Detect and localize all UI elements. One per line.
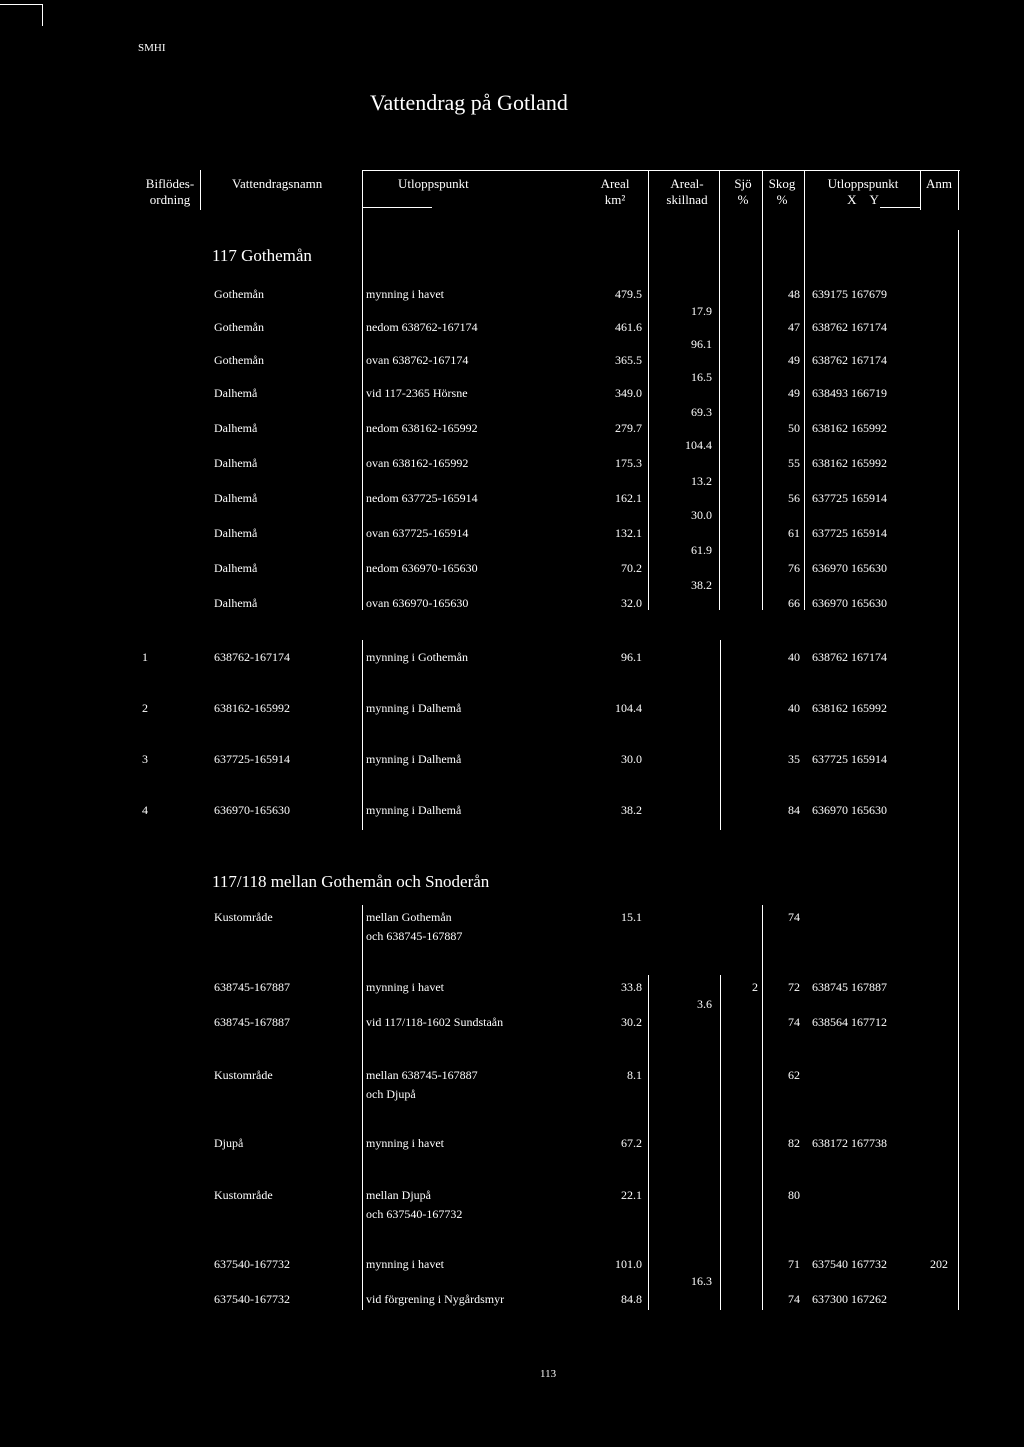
area-diff: 30.0 [691,508,712,522]
area-diff: 17.9 [691,304,712,318]
row-skog: 50 [788,421,800,435]
row-point: vid 117-2365 Hörsne [366,386,468,400]
corner-mark-h [0,4,42,5]
col-biflodes: Biflödes- ordning [145,176,195,207]
header-rule-xy [880,207,920,208]
col-vattendragsnamn: Vattendragsnamn [232,176,323,191]
area-diff: 96.1 [691,337,712,351]
area-diff: 3.6 [697,997,712,1011]
area-diff: 104.4 [685,438,712,452]
row-point: vid förgrening i Nygårdsmyr [366,1292,505,1306]
row-point: mynning i Dalhemå [366,803,462,817]
col-arealskillnad: Areal- skillnad [666,176,708,207]
area-diff: 13.2 [691,474,712,488]
rule-13 [720,975,721,1310]
row-name: 638162-165992 [214,701,290,715]
rule-5 [762,170,763,610]
row-skog: 72 [788,980,800,994]
row-skog: 76 [788,561,800,575]
row-name: Kustområde [214,1068,273,1082]
row-skog: 40 [788,650,800,664]
col-skog: Skog % [768,176,796,207]
section-title-gotheman: 117 Gothemån [212,246,312,265]
row-skog: 40 [788,701,800,715]
row-point: mellan Gothemån [366,910,452,924]
section-title-117-118: 117/118 mellan Gothemån och Snoderån [212,872,490,891]
row-skog: 61 [788,526,800,540]
row-point-2: och 637540-167732 [366,1207,463,1221]
row-xy: 637300 167262 [812,1292,887,1306]
area-diff: 38.2 [691,578,712,592]
row-areal: 8.1 [627,1068,642,1082]
row-areal: 279.7 [615,421,642,435]
row-name: 638745-167887 [214,980,290,994]
row-xy: 638162 165992 [812,456,887,470]
row-order: 1 [142,650,148,664]
row-point-2: och Djupå [366,1087,416,1101]
page-title: Vattendrag på Gotland [370,90,568,115]
row-point: mellan 638745-167887 [366,1068,478,1082]
row-xy: 638762 167174 [812,320,887,334]
row-skog: 49 [788,386,800,400]
row-point: mynning i havet [366,980,444,994]
row-areal: 162.1 [615,491,642,505]
row-point: ovan 638762-167174 [366,353,469,367]
row-skog: 48 [788,287,800,301]
row-xy: 638564 167712 [812,1015,887,1029]
row-order: 4 [142,803,148,817]
row-name: Kustområde [214,910,273,924]
row-point: ovan 636970-165630 [366,596,469,610]
row-point: mynning i Dalhemå [366,701,462,715]
row-xy: 637725 165914 [812,526,887,540]
rule-8 [958,170,959,210]
row-name: Dalhemå [214,526,258,540]
row-point: mynning i havet [366,287,444,301]
row-areal: 479.5 [615,287,642,301]
area-diff: 16.3 [691,1274,712,1288]
row-name: Gothemån [214,353,264,367]
row-areal: 461.6 [615,320,642,334]
rule-15 [958,230,959,1310]
row-xy: 636970 165630 [812,561,887,575]
page-number: 113 [540,1368,557,1380]
row-xy: 638762 167174 [812,353,887,367]
row-skog: 84 [788,803,800,817]
row-xy: 638172 167738 [812,1136,887,1150]
row-areal: 30.2 [621,1015,642,1029]
rule-3 [648,170,649,610]
row-point: mynning i havet [366,1257,444,1271]
row-point: nedom 636970-165630 [366,561,478,575]
row-skog: 71 [788,1257,800,1271]
header-rule-top [362,170,960,171]
row-areal: 32.0 [621,596,642,610]
rule-10 [362,640,363,830]
row-xy: 638762 167174 [812,650,887,664]
area-diff: 16.5 [691,370,712,384]
row-skog: 80 [788,1188,800,1202]
rule-11 [362,905,363,1310]
row-name: 637540-167732 [214,1257,290,1271]
row-name: Gothemån [214,320,264,334]
row-areal: 70.2 [621,561,642,575]
row-areal: 33.8 [621,980,642,994]
row-skog: 62 [788,1068,800,1082]
row-name: Dalhemå [214,456,258,470]
corner-mark-v [42,4,43,26]
row-point: mynning i Dalhemå [366,752,462,766]
rule-6 [804,170,805,610]
row-point-2: och 638745-167887 [366,929,463,943]
row-areal: 365.5 [615,353,642,367]
row-point: nedom 638762-167174 [366,320,478,334]
row-name: 638745-167887 [214,1015,290,1029]
row-skog: 66 [788,596,800,610]
row-skog: 55 [788,456,800,470]
col-anm: Anm [926,176,952,191]
rule-12 [648,975,649,1310]
row-areal: 104.4 [615,701,642,715]
rule-14 [762,905,763,1310]
area-diff: 69.3 [691,405,712,419]
row-areal: 349.0 [615,386,642,400]
row-order: 3 [142,752,148,766]
rule-7 [920,170,921,210]
row-point: vid 117/118-1602 Sundstaån [366,1015,504,1029]
row-order: 2 [142,701,148,715]
row-skog: 74 [788,1015,800,1029]
col-areal: Areal km² [600,176,630,207]
row-name: Dalhemå [214,596,258,610]
row-name: Djupå [214,1136,244,1150]
col-sjo: Sjö % [734,176,752,207]
row-xy: 637540 167732 [812,1257,887,1271]
org-label: SMHI [138,42,166,54]
row-skog: 49 [788,353,800,367]
row-skog: 35 [788,752,800,766]
row-point: ovan 638162-165992 [366,456,469,470]
row-name: Gothemån [214,287,264,301]
row-skog: 74 [788,1292,800,1306]
row-anm: 202 [930,1257,948,1271]
row-xy: 638162 165992 [812,701,887,715]
row-name: 636970-165630 [214,803,290,817]
row-point: mynning i havet [366,1136,444,1150]
row-name: Dalhemå [214,386,258,400]
row-xy: 638162 165992 [812,421,887,435]
rule-9 [720,640,721,830]
row-skog: 56 [788,491,800,505]
rule-2 [362,170,363,610]
row-name: 637540-167732 [214,1292,290,1306]
row-point: nedom 637725-165914 [366,491,478,505]
row-point: mellan Djupå [366,1188,431,1202]
row-areal: 101.0 [615,1257,642,1271]
row-areal: 84.8 [621,1292,642,1306]
row-areal: 96.1 [621,650,642,664]
col-utlopp-xy: Utloppspunkt X Y [827,176,899,207]
row-xy: 638493 166719 [812,386,887,400]
row-name: 637725-165914 [214,752,290,766]
row-xy: 636970 165630 [812,596,887,610]
row-point: mynning i Gothemån [366,650,468,664]
row-areal: 175.3 [615,456,642,470]
row-xy: 638745 167887 [812,980,887,994]
row-xy: 637725 165914 [812,491,887,505]
row-sjo: 2 [752,980,758,994]
area-diff: 61.9 [691,543,712,557]
row-skog: 82 [788,1136,800,1150]
row-areal: 30.0 [621,752,642,766]
row-name: Dalhemå [214,421,258,435]
row-point: ovan 637725-165914 [366,526,469,540]
row-areal: 132.1 [615,526,642,540]
row-xy: 637725 165914 [812,752,887,766]
row-point: nedom 638162-165992 [366,421,478,435]
col-utloppspunkt: Utloppspunkt [398,176,469,191]
row-xy: 639175 167679 [812,287,887,301]
row-skog: 47 [788,320,800,334]
row-name: Dalhemå [214,561,258,575]
row-areal: 22.1 [621,1188,642,1202]
rule-4 [719,170,720,610]
row-name: Dalhemå [214,491,258,505]
rule-1 [200,170,201,210]
row-name: 638762-167174 [214,650,290,664]
row-areal: 15.1 [621,910,642,924]
row-name: Kustområde [214,1188,273,1202]
row-skog: 74 [788,910,800,924]
row-xy: 636970 165630 [812,803,887,817]
header-rule-bottom [362,207,432,208]
row-areal: 38.2 [621,803,642,817]
row-areal: 67.2 [621,1136,642,1150]
